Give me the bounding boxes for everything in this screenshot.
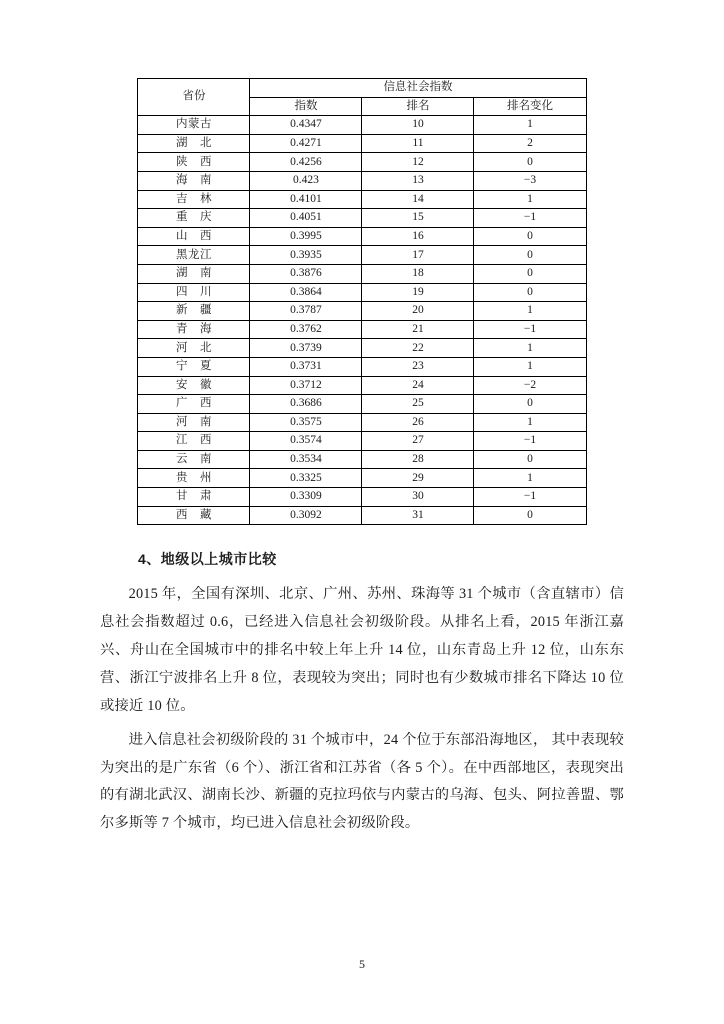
body-paragraph-1: 2015 年，全国有深圳、北京、广州、苏州、珠海等 31 个城市（含直辖市）信息社会指数超过 0.6，已经进入信息社会初级阶段。从排名上看，2015 年浙江嘉兴、舟山在全国城市中的排名中较上年上升 14 位，山东青岛上升 12 位，山东东营、浙江宁波排名上升 8 位，表现较为突出；同时也有少数城市排名下降达 10 位或接近 10 位。 bbox=[100, 586, 624, 714]
cell-rank: 11 bbox=[362, 134, 474, 153]
cell-index: 0.4347 bbox=[250, 116, 362, 135]
cell-province: 青 海 bbox=[138, 320, 250, 339]
cell-rank: 17 bbox=[362, 246, 474, 265]
cell-rank: 16 bbox=[362, 227, 474, 246]
cell-rank-change: 0 bbox=[474, 283, 586, 302]
cell-province: 湖 北 bbox=[138, 134, 250, 153]
table-row bbox=[138, 320, 586, 339]
cell-rank: 23 bbox=[362, 357, 474, 376]
cell-rank: 21 bbox=[362, 320, 474, 339]
table-header bbox=[138, 79, 586, 116]
cell-rank-change: 0 bbox=[474, 246, 586, 265]
cell-index: 0.3534 bbox=[250, 450, 362, 469]
cell-rank-change: 1 bbox=[474, 190, 586, 209]
table-row bbox=[138, 246, 586, 265]
cell-index: 0.3731 bbox=[250, 357, 362, 376]
cell-index: 0.3762 bbox=[250, 320, 362, 339]
cell-rank: 24 bbox=[362, 376, 474, 395]
cell-rank-change: −1 bbox=[474, 432, 586, 451]
cell-rank: 14 bbox=[362, 190, 474, 209]
cell-index: 0.3995 bbox=[250, 227, 362, 246]
section-title: 4、地级以上城市比较 bbox=[138, 551, 277, 568]
table-header-row-1 bbox=[138, 79, 586, 98]
page-number: 5 bbox=[359, 957, 365, 971]
cell-index: 0.3575 bbox=[250, 413, 362, 432]
cell-index: 0.3739 bbox=[250, 339, 362, 358]
cell-province: 河 北 bbox=[138, 339, 250, 358]
cell-index: 0.423 bbox=[250, 171, 362, 190]
table-row bbox=[138, 153, 586, 172]
cell-index: 0.3787 bbox=[250, 302, 362, 321]
table-row bbox=[138, 488, 586, 507]
cell-rank-change: 0 bbox=[474, 395, 586, 414]
cell-rank: 19 bbox=[362, 283, 474, 302]
cell-province: 陕 西 bbox=[138, 153, 250, 172]
cell-rank-change: −1 bbox=[474, 209, 586, 228]
table-row bbox=[138, 171, 586, 190]
cell-rank: 15 bbox=[362, 209, 474, 228]
cell-province: 江 西 bbox=[138, 432, 250, 451]
cell-rank: 13 bbox=[362, 171, 474, 190]
table-row bbox=[138, 450, 586, 469]
table-row bbox=[138, 283, 586, 302]
cell-index: 0.3325 bbox=[250, 469, 362, 488]
cell-rank-change: 0 bbox=[474, 264, 586, 283]
information-society-index-table bbox=[137, 78, 586, 525]
table-row bbox=[138, 339, 586, 358]
cell-rank-change: 0 bbox=[474, 450, 586, 469]
cell-index: 0.3092 bbox=[250, 506, 362, 525]
table-row bbox=[138, 134, 586, 153]
cell-province: 云 南 bbox=[138, 450, 250, 469]
cell-rank: 31 bbox=[362, 506, 474, 525]
cell-rank: 30 bbox=[362, 488, 474, 507]
cell-rank-change: 1 bbox=[474, 302, 586, 321]
cell-rank: 22 bbox=[362, 339, 474, 358]
cell-index: 0.4256 bbox=[250, 153, 362, 172]
cell-rank-change: 0 bbox=[474, 227, 586, 246]
column-header-index: 指数 bbox=[250, 97, 362, 116]
cell-rank: 10 bbox=[362, 116, 474, 135]
cell-rank-change: −1 bbox=[474, 320, 586, 339]
cell-index: 0.4271 bbox=[250, 134, 362, 153]
cell-rank: 28 bbox=[362, 450, 474, 469]
cell-province: 内蒙古 bbox=[138, 116, 250, 135]
cell-rank-change: 1 bbox=[474, 357, 586, 376]
cell-index: 0.3686 bbox=[250, 395, 362, 414]
table-row bbox=[138, 227, 586, 246]
cell-rank-change: 0 bbox=[474, 153, 586, 172]
table-row bbox=[138, 395, 586, 414]
cell-province: 甘 肃 bbox=[138, 488, 250, 507]
cell-rank-change: 1 bbox=[474, 339, 586, 358]
cell-province: 山 西 bbox=[138, 227, 250, 246]
table-body bbox=[138, 116, 586, 525]
cell-rank: 29 bbox=[362, 469, 474, 488]
cell-index: 0.3712 bbox=[250, 376, 362, 395]
cell-province: 黑龙江 bbox=[138, 246, 250, 265]
table-row bbox=[138, 376, 586, 395]
table-row bbox=[138, 302, 586, 321]
cell-rank: 18 bbox=[362, 264, 474, 283]
cell-rank-change: −2 bbox=[474, 376, 586, 395]
cell-rank: 20 bbox=[362, 302, 474, 321]
cell-province: 四 川 bbox=[138, 283, 250, 302]
body-paragraph-2: 进入信息社会初级阶段的 31 个城市中，24 个位于东部沿海地区， 其中表现较为突出的是广东省（6 个）、浙江省和江苏省（各 5 个）。在中西部地区，表现突出的有湖北武汉、湖南长沙、新疆的克拉玛依与内蒙古的乌海、包头、阿拉善盟、鄂尔多斯等 7 个城市，均已进入信息社会初级阶段。 bbox=[100, 731, 624, 832]
cell-rank-change: 1 bbox=[474, 116, 586, 135]
cell-index: 0.3309 bbox=[250, 488, 362, 507]
cell-index: 0.3864 bbox=[250, 283, 362, 302]
cell-province: 西 藏 bbox=[138, 506, 250, 525]
table-row bbox=[138, 357, 586, 376]
cell-index: 0.3935 bbox=[250, 246, 362, 265]
cell-province: 重 庆 bbox=[138, 209, 250, 228]
table-row bbox=[138, 432, 586, 451]
table-row bbox=[138, 209, 586, 228]
cell-province: 宁 夏 bbox=[138, 357, 250, 376]
table-row bbox=[138, 506, 586, 525]
table-row bbox=[138, 469, 586, 488]
cell-index: 0.4051 bbox=[250, 209, 362, 228]
column-header-rank-change: 排名变化 bbox=[474, 97, 586, 116]
cell-index: 0.3876 bbox=[250, 264, 362, 283]
cell-rank-change: 1 bbox=[474, 469, 586, 488]
cell-province: 湖 南 bbox=[138, 264, 250, 283]
cell-province: 贵 州 bbox=[138, 469, 250, 488]
cell-rank: 26 bbox=[362, 413, 474, 432]
table-row bbox=[138, 116, 586, 135]
cell-rank-change: −1 bbox=[474, 488, 586, 507]
cell-rank: 12 bbox=[362, 153, 474, 172]
cell-province: 安 徽 bbox=[138, 376, 250, 395]
cell-index: 0.4101 bbox=[250, 190, 362, 209]
table-row bbox=[138, 190, 586, 209]
cell-rank: 25 bbox=[362, 395, 474, 414]
cell-province: 吉 林 bbox=[138, 190, 250, 209]
column-header-group: 信息社会指数 bbox=[250, 79, 586, 98]
column-header-province: 省份 bbox=[138, 79, 250, 116]
cell-index: 0.3574 bbox=[250, 432, 362, 451]
cell-rank-change: −3 bbox=[474, 171, 586, 190]
column-header-rank: 排名 bbox=[362, 97, 474, 116]
table-row bbox=[138, 264, 586, 283]
cell-province: 新 疆 bbox=[138, 302, 250, 321]
cell-rank-change: 1 bbox=[474, 413, 586, 432]
cell-province: 广 西 bbox=[138, 395, 250, 414]
cell-province: 海 南 bbox=[138, 171, 250, 190]
cell-rank-change: 0 bbox=[474, 506, 586, 525]
table-row bbox=[138, 413, 586, 432]
cell-rank-change: 2 bbox=[474, 134, 586, 153]
cell-province: 河 南 bbox=[138, 413, 250, 432]
cell-rank: 27 bbox=[362, 432, 474, 451]
